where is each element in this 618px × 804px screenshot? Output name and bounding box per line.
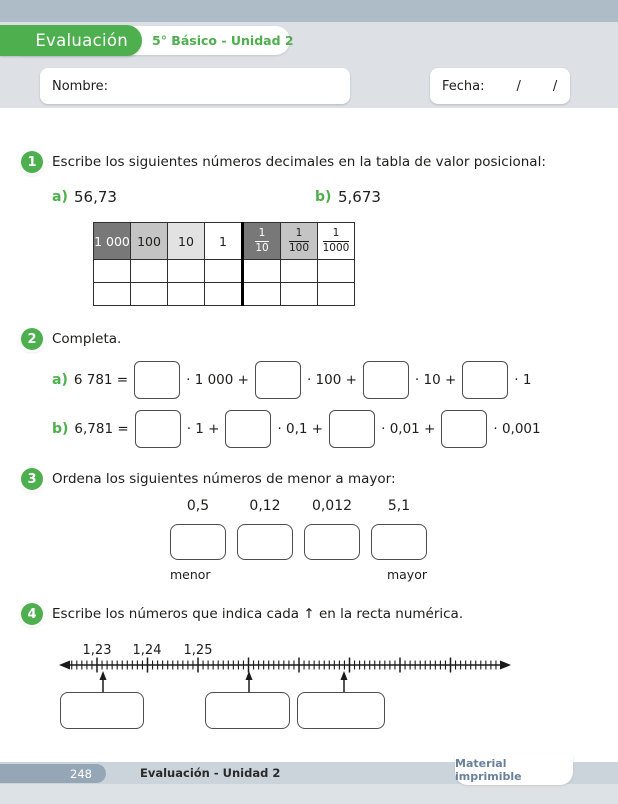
pv-cell[interactable] (205, 283, 243, 306)
q2-row-a-label: a) (52, 372, 68, 388)
date-field[interactable] (430, 68, 570, 104)
answer-box[interactable] (134, 361, 180, 399)
place-value-header-row (94, 223, 355, 260)
pv-header-10: 10 (168, 223, 205, 260)
q2-row-b-lhs: 6,781 = (74, 421, 129, 437)
answer-box[interactable] (363, 361, 409, 399)
question-4-number: 4 (27, 606, 37, 622)
place-value-table (93, 222, 355, 306)
q1-item-b-value: 5,673 (338, 188, 381, 206)
pv-header-tenths (243, 223, 281, 260)
evaluation-badge-label: Evaluación (35, 31, 128, 50)
fraction-tenths: $\frac{1}{10}$ (255, 226, 269, 254)
q2-row-a-term-2: · 100 + (306, 372, 357, 388)
place-value-answer-row-a (94, 260, 355, 283)
q1-item-a-label: a) (52, 189, 68, 205)
answer-box[interactable] (225, 410, 271, 448)
q3-number-1: 0,5 (186, 498, 210, 514)
q2-row-a-term-1: · 1 000 + (186, 372, 249, 388)
pv-header-1000: 1 000 (94, 223, 131, 260)
answer-box[interactable] (297, 692, 385, 729)
pv-cell[interactable] (318, 283, 355, 306)
pv-cell[interactable] (318, 260, 355, 283)
pv-cell[interactable] (168, 260, 205, 283)
fraction-hundredths: $\frac{1}{100}$ (288, 226, 310, 254)
pv-header-thousandths (318, 223, 355, 260)
material-imprimible-tab (455, 754, 573, 785)
name-field[interactable] (40, 68, 350, 104)
q3-number-3: 0,012 (311, 498, 353, 514)
question-3-text: Ordena los siguientes números de menor a mayor: (52, 471, 396, 487)
pv-cell[interactable] (243, 260, 281, 283)
question-4-badge (21, 603, 43, 625)
material-imprimible-label: Material imprimible (455, 756, 522, 783)
page-number-pill (0, 764, 106, 783)
q2-row-b-term-2: · 0,1 + (277, 421, 324, 437)
answer-box[interactable] (441, 410, 487, 448)
page-number: 248 (70, 766, 92, 781)
question-4-text: Escribe los números que indica cada ↑ en la recta numérica. (52, 606, 464, 622)
name-label: Nombre: (52, 78, 109, 94)
number-line-label-2: 1,24 (132, 643, 162, 658)
ordering-exercise (170, 498, 427, 583)
pv-cell[interactable] (281, 283, 318, 306)
q2-row-b-term-3: · 0,01 + (381, 421, 436, 437)
pv-cell[interactable] (205, 260, 243, 283)
question-1-text: Escribe los siguientes números decimales en la tabla de valor posicional: (52, 154, 546, 170)
date-slash-1: / (516, 78, 521, 94)
answer-box[interactable] (329, 410, 375, 448)
answer-box[interactable] (371, 524, 427, 560)
pointer-arrow (341, 671, 348, 692)
question-2-number: 2 (27, 331, 37, 347)
number-line (55, 640, 515, 700)
pointer-arrow (246, 671, 253, 692)
number-line-label-3: 1,25 (183, 643, 213, 658)
answer-box[interactable] (462, 361, 508, 399)
q1-item-b-label: b) (315, 189, 332, 205)
pv-header-hundredths (281, 223, 318, 260)
top-strip (0, 0, 618, 22)
pv-cell[interactable] (168, 283, 205, 306)
fraction-thousandths: $\frac{1}{1000}$ (322, 226, 350, 254)
pv-cell[interactable] (243, 283, 281, 306)
q2-row-b-term-4: · 0,001 (493, 421, 541, 437)
date-slash-2: / (552, 78, 558, 94)
question-2-text: Completa. (52, 331, 122, 347)
q1-item-a-value: 56,73 (74, 188, 117, 206)
q2-row-b-label: b) (52, 421, 69, 437)
equation-row-b (52, 408, 541, 450)
menor-label: menor (170, 567, 211, 582)
question-3-badge (21, 468, 43, 490)
q3-number-2: 0,12 (249, 498, 281, 514)
q2-row-a-lhs: 6 781 = (73, 372, 129, 388)
equation-row-a (52, 359, 531, 401)
left-arrow-icon (59, 661, 70, 670)
pv-cell[interactable] (94, 283, 131, 306)
answer-box[interactable] (237, 524, 293, 560)
q3-number-4: 5,1 (387, 498, 411, 514)
q2-row-b-term-1: · 1 + (186, 421, 220, 437)
q2-row-a-term-3: · 10 + (414, 372, 457, 388)
evaluation-badge (0, 25, 142, 56)
answer-box[interactable] (304, 524, 360, 560)
answer-box[interactable] (205, 692, 290, 729)
answer-box[interactable] (170, 524, 226, 560)
grade-unit-subtitle: 5° Básico - Unidad 2 (152, 33, 294, 48)
place-value-answer-row-b (94, 283, 355, 306)
pv-cell[interactable] (281, 260, 318, 283)
pointer-arrow (100, 671, 107, 692)
question-2-badge (21, 328, 43, 350)
pv-cell[interactable] (131, 260, 168, 283)
right-arrow-icon (500, 661, 511, 670)
number-line-label-1: 1,23 (82, 643, 112, 658)
date-label: Fecha: (442, 78, 485, 94)
q2-row-a-term-4: · 1 (514, 372, 532, 388)
answer-box[interactable] (255, 361, 301, 399)
pv-header-100: 100 (131, 223, 168, 260)
answer-box[interactable] (60, 692, 144, 729)
mayor-label: mayor (386, 567, 427, 582)
footer-unit-label: Evaluación - Unidad 2 (140, 766, 281, 780)
question-3-number: 3 (27, 471, 37, 487)
pv-header-1: 1 (205, 223, 243, 260)
pv-cell[interactable] (131, 283, 168, 306)
pv-cell[interactable] (94, 260, 131, 283)
answer-box[interactable] (135, 410, 181, 448)
question-1-badge (21, 151, 43, 173)
footer-lower-strip (0, 784, 618, 804)
question-1-number: 1 (27, 154, 37, 170)
